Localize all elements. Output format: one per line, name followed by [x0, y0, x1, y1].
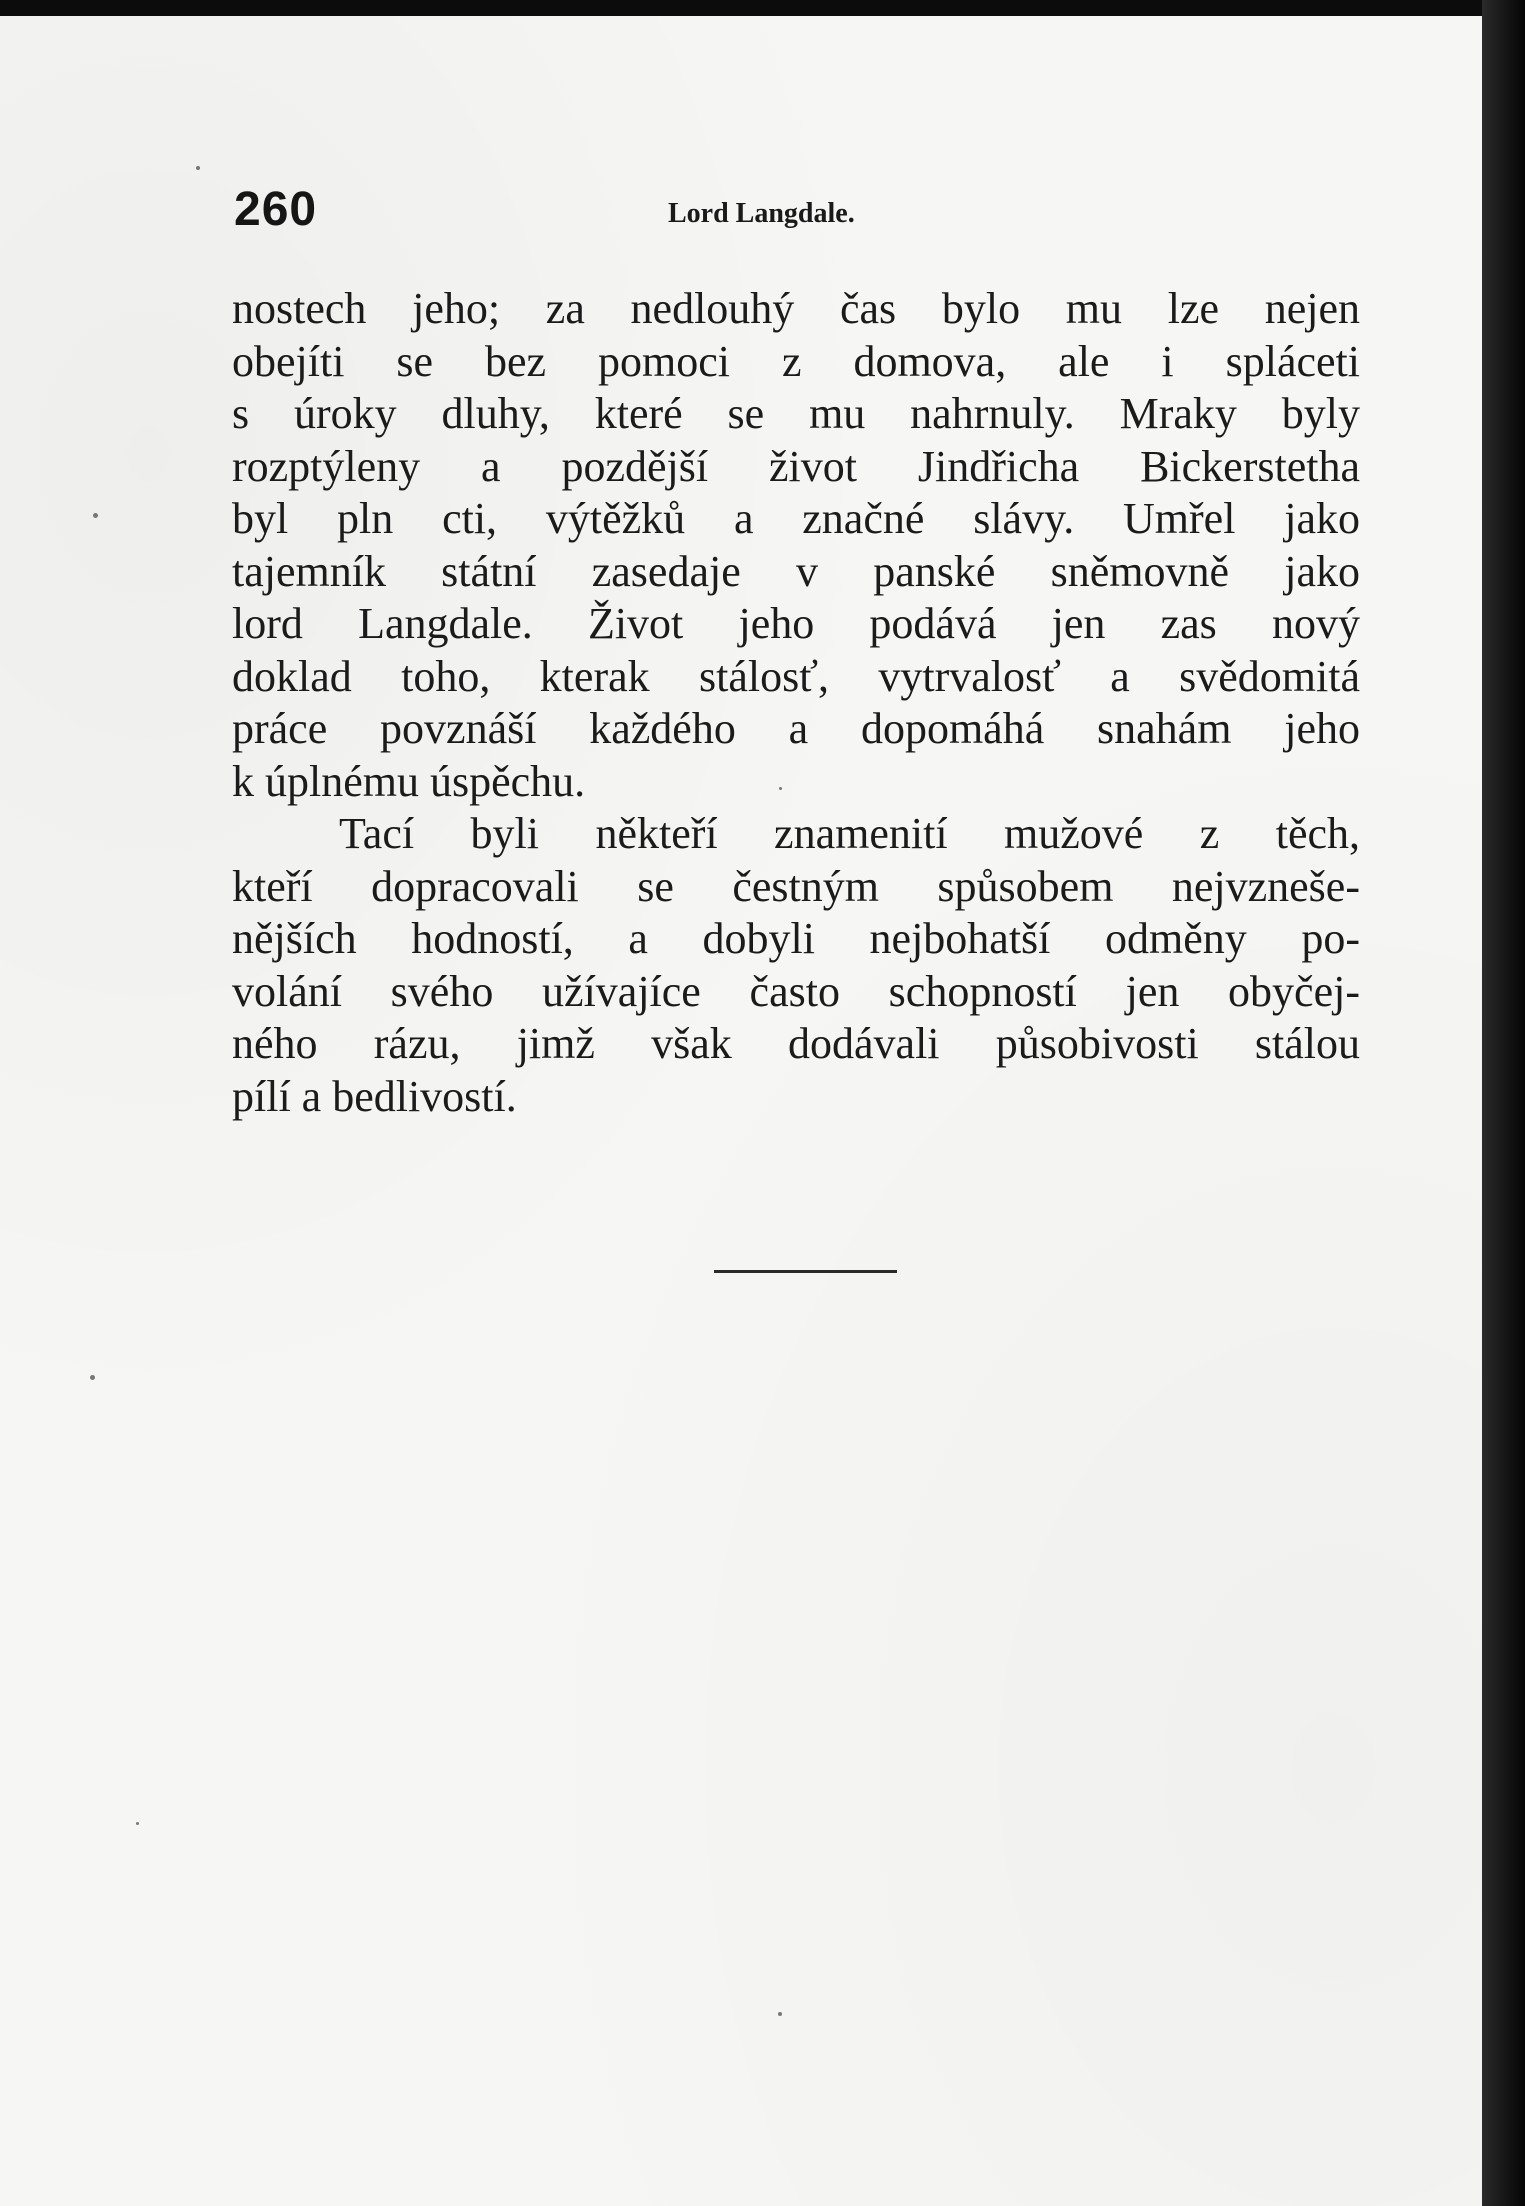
running-title: Lord Langdale. [668, 198, 855, 229]
text-line: pílí a bedlivostí. [232, 1071, 517, 1121]
paper-speck [196, 166, 200, 170]
text-line: s úroky dluhy, které se mu nahrnuly. Mraky byly [232, 389, 1360, 438]
scan-top-edge [0, 0, 1482, 16]
text-line: ného rázu, jimž však dodávali působivosti stálou [232, 1019, 1360, 1068]
text-line: rozptýleny a pozdější život Jindřicha Bickerstetha [232, 441, 1360, 491]
body-text [232, 283, 1360, 1123]
paper-speck [90, 1375, 95, 1380]
scan-right-edge [1482, 0, 1525, 2206]
running-head [0, 182, 1482, 242]
text-line: tajemník státní zasedaje v panské sněmovně jako [232, 546, 1360, 596]
section-end-rule [714, 1270, 897, 1273]
text-line: obejíti se bez pomoci z domova, ale i spláceti [232, 336, 1360, 386]
text-line: nostech jeho; za nedlouhý čas bylo mu lze nejen [232, 284, 1360, 333]
text-line: doklad toho, kterak stálosť, vytrvalosť a svědomitá [232, 651, 1360, 701]
text-line: byl pln cti, výtěžků a značné slávy. Umřel jako [232, 494, 1360, 543]
page-number: 260 [234, 183, 318, 236]
text-line: k úplnému úspěchu. [232, 756, 586, 806]
paper-speck [778, 2012, 782, 2016]
paper-speck [136, 1822, 139, 1825]
text-line: kteří dopracovali se čestným spůsobem nejvzneše- [232, 861, 1360, 911]
paragraph-start-line: Tací byli někteří znamenití mužové z těch, [339, 809, 1360, 858]
text-line: nějších hodností, a dobyli nejbohatší odměny po- [232, 914, 1360, 963]
text-line: lord Langdale. Život jeho podává jen zas nový [232, 599, 1360, 648]
text-line: volání svého užívajíce často schopností jen obyčej- [232, 966, 1360, 1016]
text-line: práce povznáší každého a dopomáhá snahám jeho [232, 704, 1360, 753]
paper-speck [93, 513, 98, 518]
